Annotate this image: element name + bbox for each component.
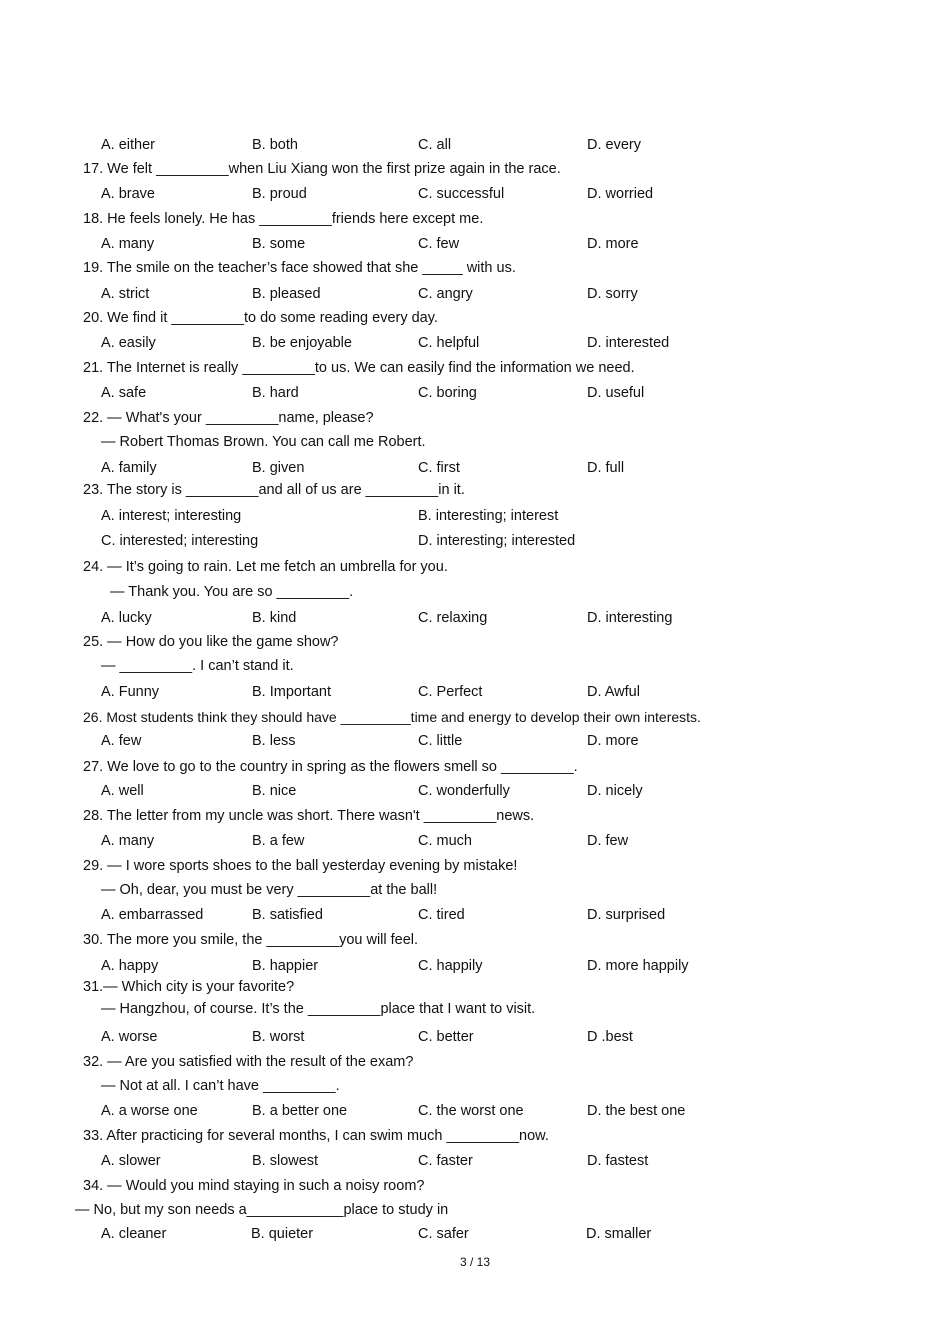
option-a: A. lucky [101, 610, 152, 626]
option-a: A. family [101, 460, 157, 476]
option-a: A. worse [101, 1029, 158, 1045]
option-c: C. relaxing [418, 610, 488, 626]
option-b: B. interesting; interest [418, 508, 559, 524]
option-b: B. slowest [252, 1153, 319, 1169]
option-c: C. much [418, 833, 472, 849]
option-d: D. sorry [587, 286, 638, 302]
question-reply: — Hangzhou, of course. It’s the _________place that I want to visit. [101, 1001, 536, 1017]
option-b: B. a few [252, 833, 305, 849]
question-stem: 25. — How do you like the game show? [83, 634, 339, 650]
option-d: D. more happily [587, 958, 689, 974]
question-stem: 34. — Would you mind staying in such a noisy room? [83, 1178, 425, 1194]
option-d: D. Awful [587, 684, 640, 700]
option-d: D. more [587, 236, 639, 252]
option-a: A. safe [101, 385, 147, 401]
question-stem: 19. The smile on the teacher’s face showed that she _____ with us. [83, 260, 516, 276]
option-d: D. useful [587, 385, 645, 401]
option-c: C. angry [418, 286, 473, 302]
option-a: A. a worse one [101, 1103, 198, 1119]
option-a: A. brave [101, 186, 155, 202]
question-reply: — Oh, dear, you must be very _________at the ball! [101, 882, 438, 898]
option-b: B. both [252, 137, 298, 153]
question-reply: — Thank you. You are so _________. [110, 584, 354, 600]
option-c: C. little [418, 733, 463, 749]
option-b: B. some [252, 236, 306, 252]
option-c: C. helpful [418, 335, 480, 351]
question-stem: 29. — I wore sports shoes to the ball yesterday evening by mistake! [83, 858, 518, 874]
option-d: D .best [587, 1029, 633, 1045]
option-b: B. nice [252, 783, 297, 799]
option-c: C. safer [418, 1226, 469, 1242]
option-c: C. Perfect [418, 684, 483, 700]
option-c: C. successful [418, 186, 505, 202]
option-b: B. given [252, 460, 305, 476]
question-stem: 32. — Are you satisfied with the result of the exam? [83, 1054, 414, 1070]
option-d: D. interested [587, 335, 670, 351]
question-stem: 27. We love to go to the country in spring as the flowers smell so _________. [83, 759, 578, 775]
question-stem: 26. Most students think they should have _________time and energy to develop their own interests. [83, 709, 701, 725]
option-d: D. interesting [587, 610, 673, 626]
question-reply: — _________. I can’t stand it. [101, 658, 294, 674]
option-d: D. few [587, 833, 629, 849]
option-b: B. hard [252, 385, 299, 401]
option-b: B. satisfied [252, 907, 323, 923]
option-d: D. interesting; interested [418, 533, 576, 549]
option-a: A. strict [101, 286, 150, 302]
option-a: A. interest; interesting [101, 508, 242, 524]
question-stem: 33. After practicing for several months, I can swim much _________now. [83, 1128, 549, 1144]
option-b: B. a better one [252, 1103, 348, 1119]
option-c: C. the worst one [418, 1103, 524, 1119]
option-c: C. wonderfully [418, 783, 510, 799]
question-stem: 28. The letter from my uncle was short. There wasn't _________news. [83, 808, 535, 824]
option-d: D. full [587, 460, 625, 476]
question-stem: 17. We felt _________when Liu Xiang won the first prize again in the race. [83, 161, 561, 177]
question-reply: — Not at all. I can’t have _________. [101, 1078, 340, 1094]
option-b: B. proud [252, 186, 307, 202]
option-d: D. nicely [587, 783, 643, 799]
option-b: B. kind [252, 610, 297, 626]
question-stem: 22. — What's your _________name, please? [83, 410, 374, 426]
option-c: C. faster [418, 1153, 473, 1169]
option-d: D. smaller [586, 1226, 652, 1242]
question-stem: 21. The Internet is really _________to us. We can easily find the information we need. [83, 360, 635, 376]
option-a: A. Funny [101, 684, 160, 700]
option-b: B. pleased [252, 286, 321, 302]
option-c: C. happily [418, 958, 483, 974]
question-stem: 30. The more you smile, the _________you will feel. [83, 932, 419, 948]
option-d: D. the best one [587, 1103, 686, 1119]
option-d: D. worried [587, 186, 654, 202]
option-d: D. surprised [587, 907, 666, 923]
option-a: A. easily [101, 335, 156, 351]
page-number: 3 / 13 [459, 1255, 491, 1269]
option-c: C. first [418, 460, 460, 476]
option-a: A. embarrassed [101, 907, 204, 923]
option-a: A. either [101, 137, 155, 153]
option-a: A. few [101, 733, 142, 749]
option-b: B. quieter [251, 1226, 314, 1242]
option-a: A. many [101, 833, 155, 849]
question-stem: 20. We find it _________to do some reading every day. [83, 310, 438, 326]
option-a: A. cleaner [101, 1226, 167, 1242]
option-a: A. well [101, 783, 144, 799]
option-a: A. slower [101, 1153, 161, 1169]
option-c: C. interested; interesting [101, 533, 259, 549]
option-d: D. more [587, 733, 639, 749]
option-c: C. few [418, 236, 460, 252]
question-stem: 31.— Which city is your favorite? [83, 979, 295, 995]
question-stem: 23. The story is _________and all of us are _________in it. [83, 482, 465, 498]
option-a: A. happy [101, 958, 159, 974]
option-d: D. every [587, 137, 641, 153]
option-b: B. be enjoyable [252, 335, 352, 351]
option-d: D. fastest [587, 1153, 649, 1169]
option-c: C. all [418, 137, 452, 153]
option-c: C. tired [418, 907, 465, 923]
question-reply: — Robert Thomas Brown. You can call me Robert. [101, 434, 426, 450]
option-b: B. Important [252, 684, 331, 700]
option-b: B. less [252, 733, 296, 749]
question-stem: 18. He feels lonely. He has _________friends here except me. [83, 211, 484, 227]
option-a: A. many [101, 236, 155, 252]
option-b: B. worst [252, 1029, 305, 1045]
option-b: B. happier [252, 958, 319, 974]
option-c: C. boring [418, 385, 477, 401]
question-stem: 24. — It’s going to rain. Let me fetch an umbrella for you. [83, 559, 448, 575]
question-reply: — No, but my son needs a____________place to study in [75, 1202, 449, 1218]
option-c: C. better [418, 1029, 474, 1045]
